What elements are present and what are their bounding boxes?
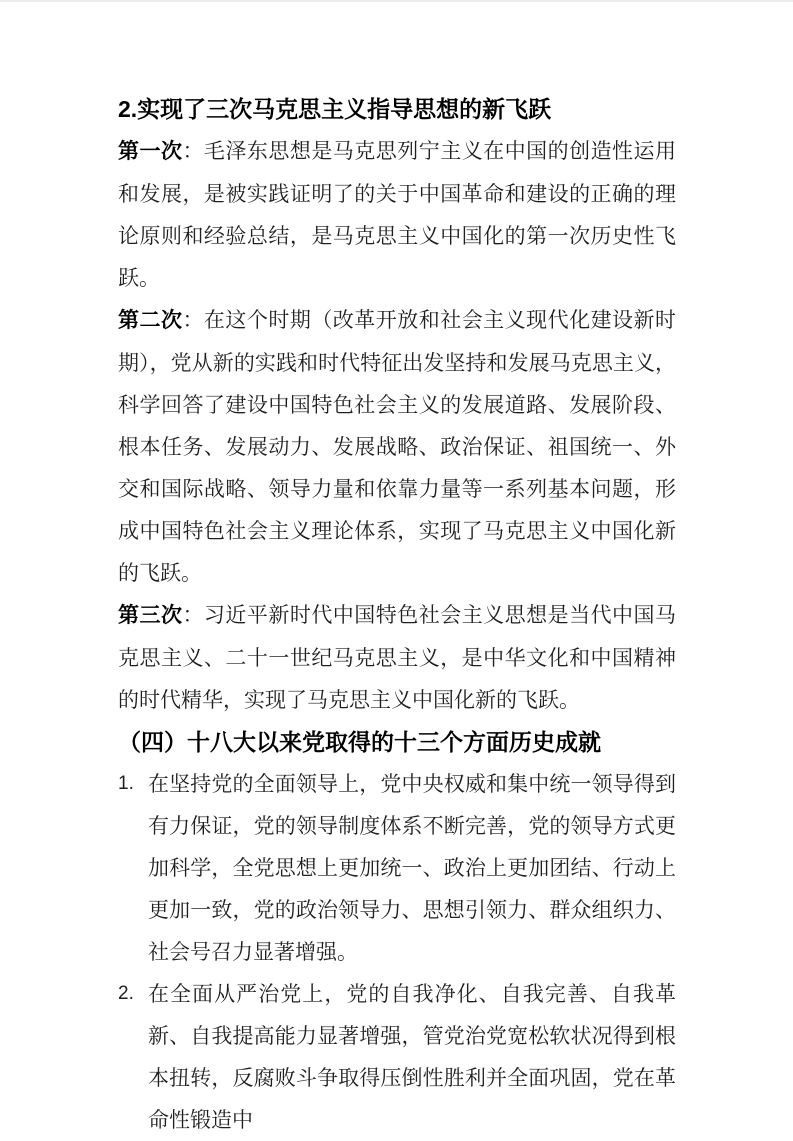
run-in-label-second: 第二次 [118,309,183,332]
achievements-list [118,763,676,1141]
paragraph-first-leap [118,130,676,299]
list-item-text: 在坚持党的全面领导上，党中央权威和集中统一领导得到有力保证，党的领导制度体系不断完善，党的领导方式更加科学，全党思想上更加统一、政治上更加团结、行动上更加一致，党的政治领导力、思想引领力、群众组织力、社会号召力显著增强。 [148,772,676,964]
section-heading-thirteen-achievements: （四）十八大以来党取得的十三个方面历史成就 [118,729,601,755]
section-heading-three-leaps: 2.实现了三次马克思主义指导思想的新飞跃 [118,96,552,122]
list-item-number: 2. [118,983,134,1004]
paragraph-third-leap [118,594,676,721]
paragraph-text-second: ：在这个时期（改革开放和社会主义现代化建设新时期），党从新的实践和时代特征出发坚持和发展马克思主义，科学回答了建设中国特色社会主义的发展道路、发展阶段、根本任务、发展动力、发展战略、政治保证、祖国统一、外交和国际战略、领导力量和依靠力量等一系列基本问题，形成中国特色社会主义理论体系，实现了马克思主义中国化新的飞跃。 [118,308,677,585]
paragraph-text-first: ：毛泽东思想是马克思列宁主义在中国的创造性运用和发展，是被实践证明了的关于中国革命和建设的正确的理论原则和经验总结，是马克思主义中国化的第一次历史性飞跃。 [118,139,677,290]
paragraph-text-third: ：习近平新时代中国特色社会主义思想是当代中国马克思主义、二十一世纪马克思主义，是中华文化和中国精神的时代精华，实现了马克思主义中国化新的飞跃。 [118,603,677,712]
run-in-label-first: 第一次 [118,140,183,163]
list-item [118,973,676,1141]
list-item-text: 在全面从严治党上，党的自我净化、自我完善、自我革新、自我提高能力显著增强，管党治党宽松软状况得到根本扭转，反腐败斗争取得压倒性胜利并全面巩固，党在革命性锻造中 [148,982,676,1132]
list-item [118,763,676,973]
document-page [0,2,793,1141]
list-item-number: 1. [118,773,134,794]
run-in-label-third: 第三次 [118,604,183,627]
paragraph-second-leap [118,299,676,594]
